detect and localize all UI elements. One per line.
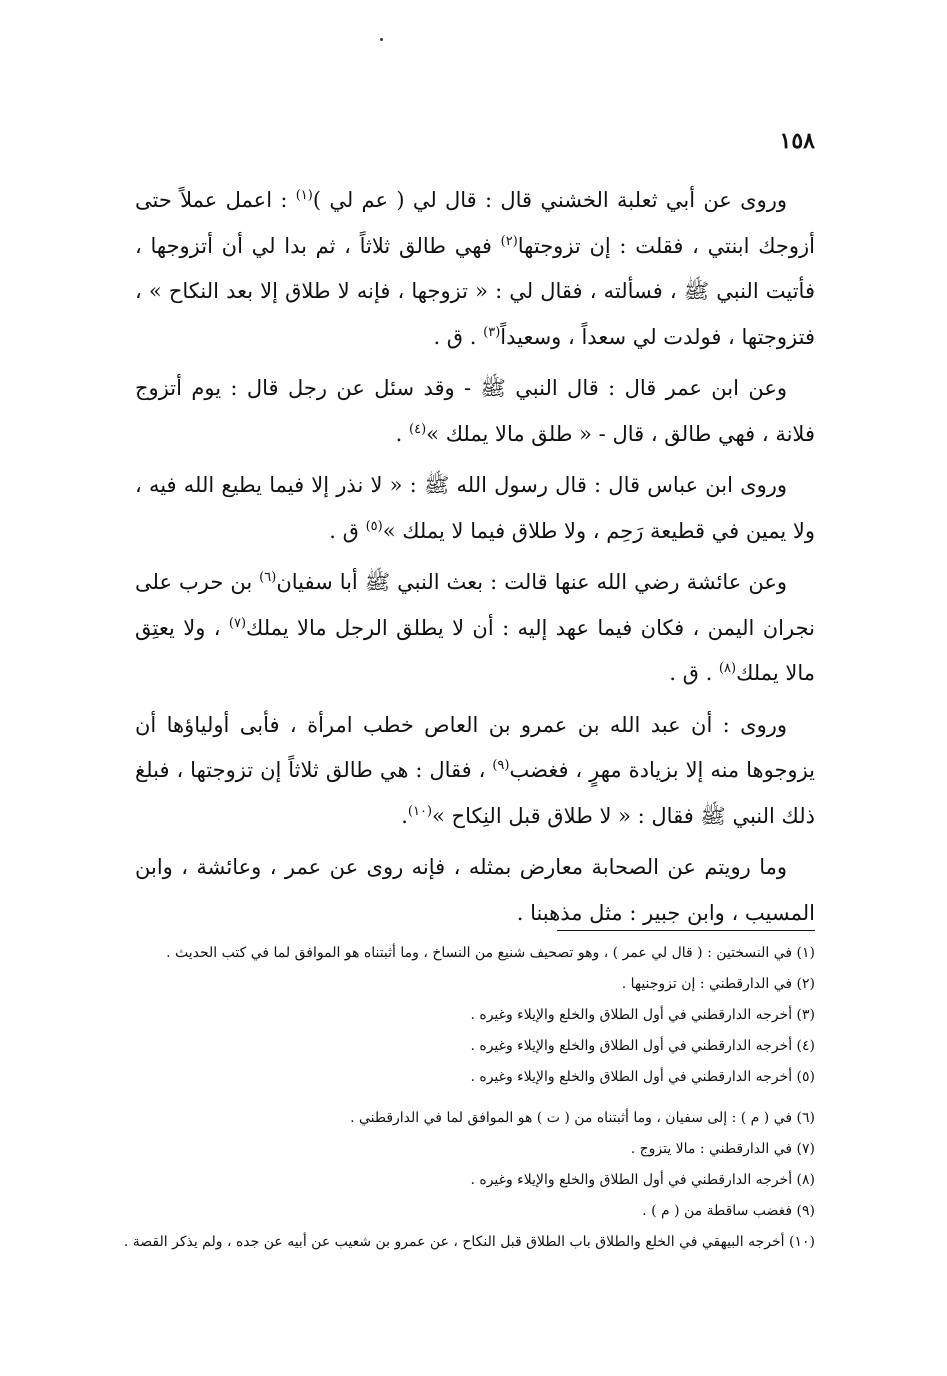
paragraph-text: وعن عائشة رضي الله عنها قالت : بعث النبي ﷺ أبا سفيان — [276, 570, 787, 594]
paragraph — [135, 178, 815, 360]
paragraph-text: وروى : أن عبد الله بن عمرو بن العاص خطب امرأة ، فأبى أولياؤها أن يزوجوها منه إلا بزيادة مهرٍ ، فغضب — [135, 712, 816, 782]
footnote-marker: (٨) — [718, 661, 737, 676]
footnote-marker: (٣) — [483, 324, 501, 340]
scan-speck — [380, 38, 383, 41]
paragraph — [135, 463, 815, 554]
footnote: (١) في النسختين : ( قال لي عمر ) ، وهو تصحيف شنيع من النساخ ، وما أثبتناه هو الموافق لما في كتب الحديث . — [166, 945, 815, 961]
footnote-marker: (١٠) — [407, 803, 433, 819]
footnote-gap — [118, 1093, 815, 1103]
main-text — [135, 178, 815, 942]
paragraph-text: ، ولا يعتِق مالا يملك — [135, 615, 815, 685]
footnote: (١٠) أخرجه البيهقي في الخلع والطلاق باب الطلاق قبل النكاح ، عن عمرو بن شعيب عن أبيه عن جده ، ولم يذكر القصة . — [123, 1234, 815, 1250]
footnote-marker: (٤) — [409, 421, 427, 437]
paragraph — [135, 366, 815, 457]
footnote: (٩) فغضب ساقطة من ( م ) . — [642, 1203, 815, 1219]
paragraph-text: فهي طالق ثلاثاً ، ثم بدا لي أن أتزوجها ، فأتيت النبي ﷺ ، فسألته ، فقال لي : « تزوجها ، فإنه لا طلاق إلا بعد النكاح » ، فتزوجتها ، فولدت لي سعداً ، وسعيداً — [135, 233, 815, 349]
footnote-marker: (٥) — [365, 518, 383, 534]
footnote-marker: (٩) — [492, 758, 510, 773]
paragraph-text: وروى ابن عباس قال : قال رسول الله ﷺ : « لا نذر إلا فيما يطيع الله فيه ، ولا يمين في قطيعة رَحِم ، ولا طلاق فيما لا يملك » — [135, 473, 815, 543]
paragraph-text: . — [401, 803, 408, 828]
footnote-marker: (٢) — [500, 233, 518, 249]
footnote: (٣) أخرجه الدارقطني في أول الطلاق والخلع والإيلاء وغيره . — [470, 1007, 815, 1023]
footnotes — [118, 938, 815, 1258]
footnote-marker: (٧) — [228, 615, 247, 631]
paragraph-text: بن حرب على نجران اليمن ، فكان فيما عهد إليه : أن لا يطلق الرجل مالا يملك — [135, 570, 815, 640]
paragraph-text: وروى عن أبي ثعلبة الخشني قال : قال لي ( عم لي ) — [312, 188, 787, 212]
footnote: (٦) في ( م ) : إلى سفيان ، وما أثبتناه من ( ت ) هو الموافق لما في الدارقطني . — [350, 1110, 815, 1126]
paragraph — [135, 560, 815, 697]
paragraph-text: وعن ابن عمر قال : قال النبي ﷺ - وقد سئل عن رجل قال : يوم أتزوج فلانة ، فهي طالق ، قال - « طلق مالا يملك » — [135, 376, 815, 446]
paragraph-text: . — [395, 421, 410, 446]
paragraph-text: ق . — [329, 518, 366, 543]
page-number: ١٥٨ — [779, 128, 815, 154]
paragraph-text: . ق . — [433, 324, 484, 349]
footnote-divider — [557, 930, 815, 931]
footnote: (٥) أخرجه الدارقطني في أول الطلاق والخلع والإيلاء وغيره . — [470, 1069, 815, 1085]
footnote: (٨) أخرجه الدارقطني في أول الطلاق والخلع والإيلاء وغيره . — [470, 1172, 815, 1188]
paragraph-text: وما رويتم عن الصحابة معارض بمثله ، فإنه روى عن عمر ، وعائشة ، وابن المسيب ، وابن جبير : مثل مذهبنا . — [135, 855, 815, 925]
paragraph — [135, 703, 815, 840]
footnote-marker: (٦) — [259, 570, 277, 585]
footnote: (٤) أخرجه الدارقطني في أول الطلاق والخلع والإيلاء وغيره . — [470, 1038, 815, 1054]
paragraph-text: . ق . — [669, 661, 719, 685]
paragraph-text: ، فقال : هي طالق ثلاثاً إن تزوجتها ، فبلغ ذلك النبي ﷺ فقال : « لا طلاق قبل النِكاح » — [135, 758, 815, 828]
footnote-marker: (١) — [295, 188, 313, 203]
paragraph — [135, 845, 815, 936]
paragraph-text: : اعمل عملاً حتى أزوجك ابنتي ، فقلت : إن تزوجتها — [135, 188, 815, 258]
footnote: (٢) في الدارقطني : إن تزوجنيها . — [621, 976, 815, 992]
footnote: (٧) في الدارقطني : مالا يتزوج . — [630, 1141, 815, 1157]
